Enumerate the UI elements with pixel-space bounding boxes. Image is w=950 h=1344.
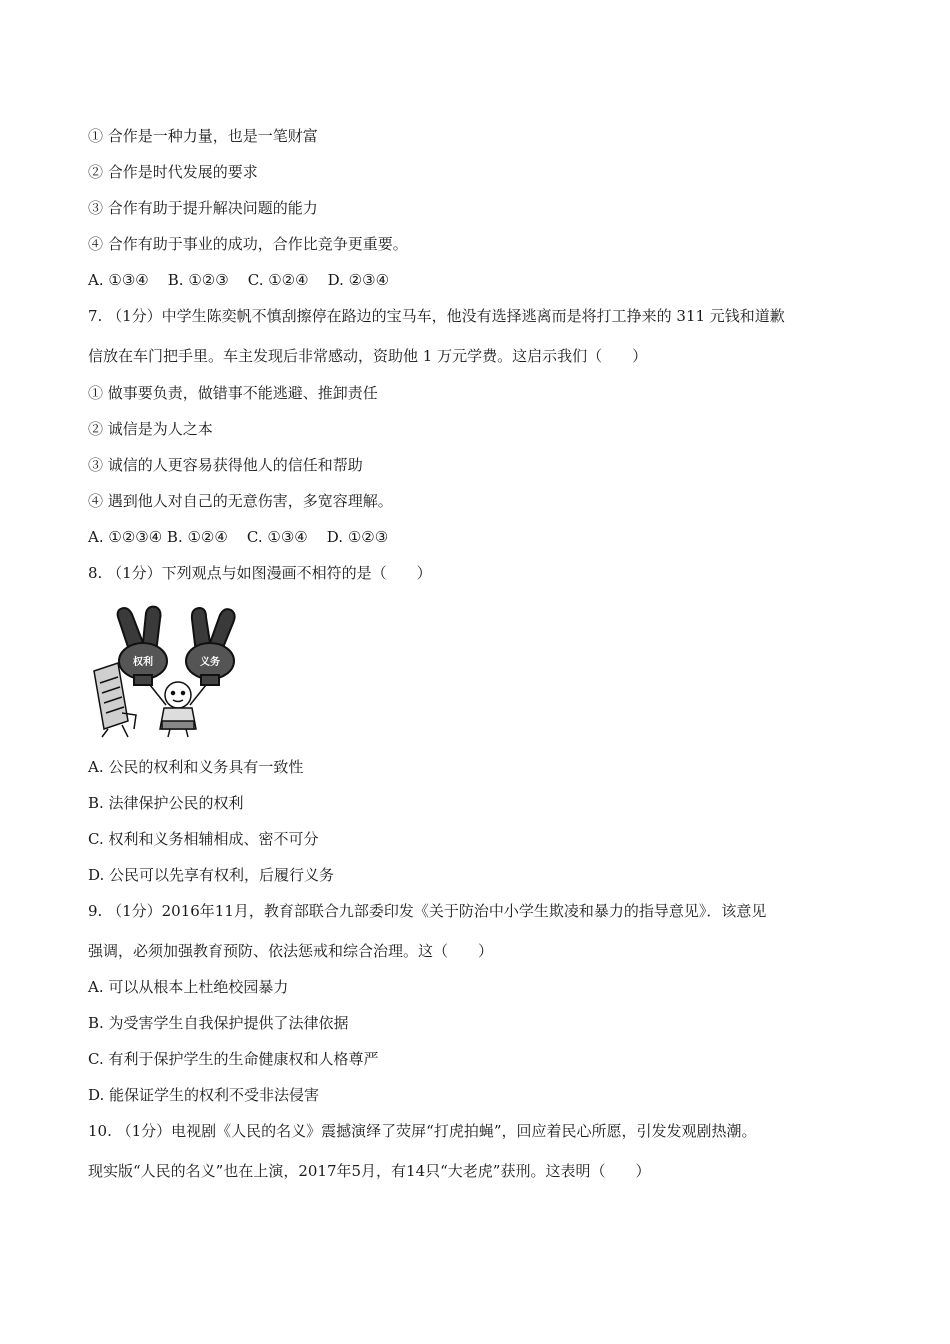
q6-statement-1: ① 合作是一种力量，也是一笔财富 [88, 127, 318, 145]
q9-stem-line-2: 强调，必须加强教育预防、依法惩戒和综合治理。这（ ） [88, 942, 494, 960]
q7-statement-1: ① 做事要负责，做错事不能逃避、推卸责任 [88, 384, 378, 402]
q9-option-d: D. 能保证学生的权利不受非法侵害 [88, 1086, 320, 1104]
q9-option-c: C. 有利于保护学生的生命健康权和人格尊严 [88, 1050, 379, 1068]
q7-stem-line-1: 7. （1分）中学生陈奕帆不慎刮擦停在路边的宝马车，他没有选择逃离而是将打工挣来的 311 元钱和道歉 [88, 307, 785, 325]
q7-statement-3: ③ 诚信的人更容易获得他人的信任和帮助 [88, 456, 363, 474]
q8-option-c: C. 权利和义务相辅相成、密不可分 [88, 830, 319, 848]
q6-options: A. ①③④ B. ①②③ C. ①②④ D. ②③④ [88, 271, 390, 289]
q10-stem-line-2: 现实版“人民的名义”也在上演，2017年5月，有14只“大老虎”获刑。这表明（ ） [88, 1162, 651, 1180]
q9-option-a: A. 可以从根本上杜绝校园暴力 [88, 978, 289, 996]
q7-stem-line-2: 信放在车门把手里。车主发现后非常感动，资助他 1 万元学费。这启示我们（ ） [88, 347, 648, 365]
rights-duties-cartoon [88, 603, 252, 740]
q9-option-b: B. 为受害学生自我保护提供了法律依据 [88, 1014, 349, 1032]
q9-stem-line-1: 9. （1分）2016年11月，教育部联合九部委印发《关于防治中小学生欺凌和暴力的指导意见》．该意见 [88, 902, 767, 920]
glove-left-label: 权利 [133, 657, 153, 668]
q7-statement-4: ④ 遇到他人对自己的无意伤害，多宽容理解。 [88, 492, 393, 510]
q6-statement-3: ③ 合作有助于提升解决问题的能力 [88, 199, 318, 217]
glove-right-label: 义务 [200, 657, 220, 668]
q8-option-b: B. 法律保护公民的权利 [88, 794, 244, 812]
q8-option-a: A. 公民的权利和义务具有一致性 [88, 758, 304, 776]
q7-statement-2: ② 诚信是为人之本 [88, 420, 213, 438]
q8-option-d: D. 公民可以先享有权利，后履行义务 [88, 866, 335, 884]
q10-stem-line-1: 10. （1分）电视剧《人民的名义》震撼演绎了荧屏“打虎拍蝇”，回应着民心所愿，引发发观剧热潮。 [88, 1122, 757, 1140]
q7-options: A. ①②③④ B. ①②④ C. ①③④ D. ①②③ [88, 528, 389, 546]
q8-stem: 8. （1分）下列观点与如图漫画不相符的是（ ） [88, 564, 432, 582]
q6-statement-4: ④ 合作有助于事业的成功，合作比竞争更重要。 [88, 235, 408, 253]
q6-statement-2: ② 合作是时代发展的要求 [88, 163, 258, 181]
